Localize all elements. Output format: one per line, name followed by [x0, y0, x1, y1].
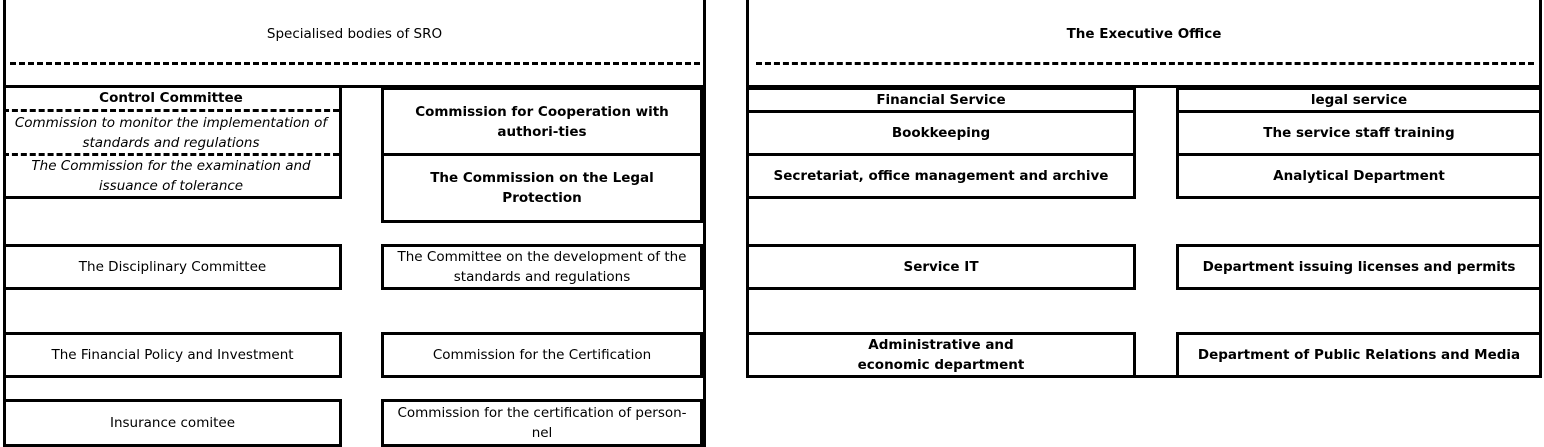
secretariat-box	[746, 153, 1136, 199]
secretariat-label: Secretariat, office management and archive	[773, 168, 1109, 184]
licenses-permits-label: Department issuing licenses and permits	[1202, 259, 1516, 275]
analytical-department-box	[1176, 153, 1542, 199]
legal-protection-label: The Commission on the Legal Protection	[430, 170, 654, 206]
financial-service-label: Financial Service	[876, 92, 1006, 108]
commission-monitor-standards: Commission to monitor the implementation of standards and regulations	[14, 115, 328, 151]
public-relations-label: Department of Public Relations and Media	[1197, 347, 1521, 363]
insurance-committee-box	[3, 399, 342, 447]
standards-development-box	[381, 244, 703, 290]
public-relations-box	[1176, 332, 1542, 378]
left-panel-right-border	[703, 0, 706, 447]
staff-training-box	[1176, 110, 1542, 156]
right-panel-title: The Executive Office	[1066, 26, 1222, 42]
service-it-label: Service IT	[903, 259, 979, 275]
service-it-box	[746, 244, 1136, 290]
left-panel-left-border	[3, 0, 6, 447]
personnel-certification-label: Commission for the certification of person-nel	[397, 405, 687, 441]
disciplinary-committee-label: The Disciplinary Committee	[78, 259, 267, 275]
right-panel-title-divider	[756, 62, 1534, 65]
analytical-department-label: Analytical Department	[1273, 168, 1445, 184]
legal-service-label: legal service	[1310, 92, 1408, 108]
commission-examination-tolerance: The Commission for the examination and issuance of tolerance	[31, 158, 311, 194]
personnel-certification-box	[381, 399, 703, 447]
control-group-divider-1	[3, 109, 339, 112]
control-committee-group	[3, 87, 342, 199]
administrative-economic-label: Administrative and economic department	[857, 337, 1025, 373]
administrative-economic-box	[746, 332, 1136, 378]
financial-policy-label: The Financial Policy and Investment	[51, 347, 294, 363]
legal-protection-box	[381, 153, 703, 223]
financial-policy-box	[3, 332, 342, 378]
licenses-permits-box	[1176, 244, 1542, 290]
left-panel-title: Specialised bodies of SRO	[266, 26, 443, 42]
cooperation-authorities-label: Commission for Cooperation with authori-ties	[415, 103, 669, 140]
cooperation-authorities-box	[381, 87, 703, 156]
staff-training-label: The service staff training	[1263, 125, 1455, 141]
control-committee-header: Control Committee	[99, 90, 243, 106]
left-panel-title-divider	[10, 62, 700, 65]
standards-development-label: The Committee on the development of the standards and regulations	[397, 249, 687, 285]
certification-box	[381, 332, 703, 378]
insurance-committee-label: Insurance comitee	[109, 415, 235, 431]
bookkeeping-label: Bookkeeping	[891, 125, 991, 141]
disciplinary-committee-box	[3, 244, 342, 290]
bookkeeping-box	[746, 110, 1136, 156]
certification-label: Commission for the Certification	[432, 347, 652, 363]
